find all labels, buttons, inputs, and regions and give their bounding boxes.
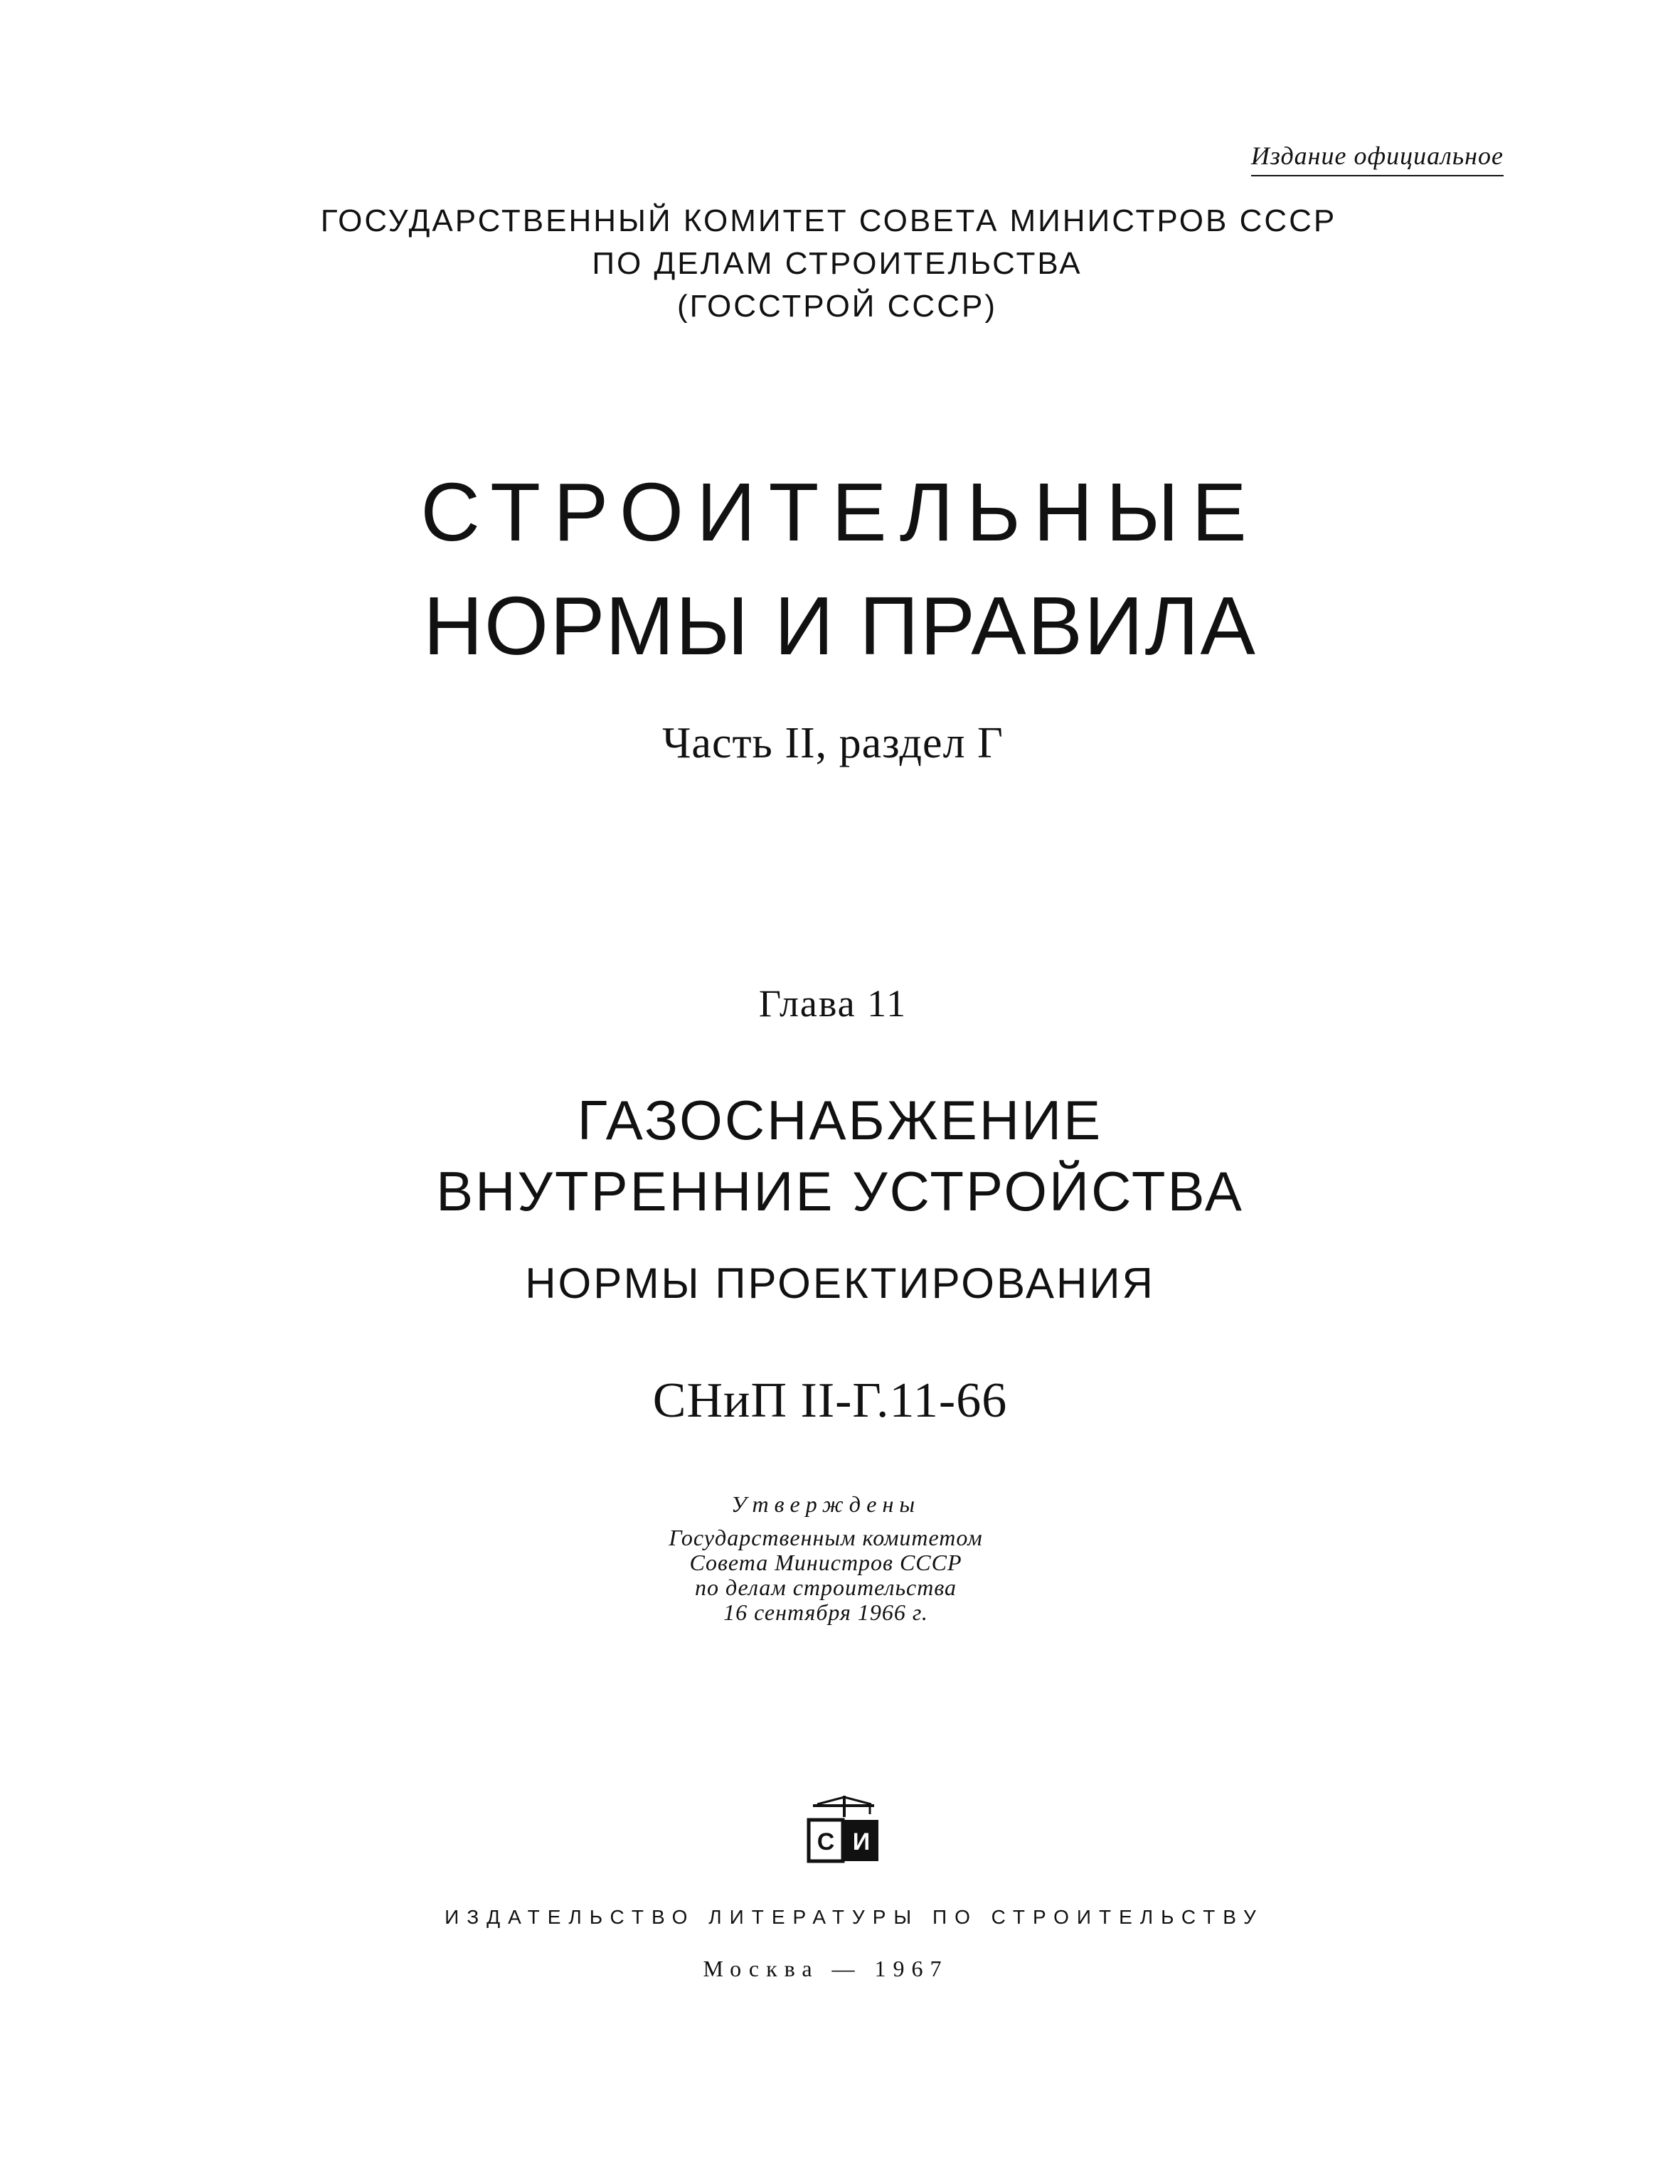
document-title-line-1: СТРОИТЕЛЬНЫЕ [420,466,1260,558]
logo-letter-right: И [852,1828,871,1855]
approval-line-3: по делам строительства [694,1575,957,1600]
committee-line-1: ГОСУДАРСТВЕННЫЙ КОМИТЕТ СОВЕТА МИНИСТРОВ СССР [320,203,1337,238]
publication-city-year: Москва — 1967 [703,1956,949,1981]
committee-line-2: ПО ДЕЛАМ СТРОИТЕЛЬСТВА [592,246,1083,281]
subject-line-2: ВНУТРЕННИЕ УСТРОЙСТВА [436,1160,1244,1222]
official-edition-label: Издание официальное [1251,141,1504,176]
subject-line-3: НОРМЫ ПРОЕКТИРОВАНИЯ [525,1259,1155,1307]
committee-line-3: (ГОССТРОЙ СССР) [677,289,997,324]
document-code: СНиП II-Г.11-66 [652,1373,1008,1428]
part-section: Часть II, раздел Г [662,719,1004,767]
subject-line-1: ГАЗОСНАБЖЕНИЕ [577,1089,1103,1151]
approval-line-2: Совета Министров СССР [689,1550,962,1575]
logo-letter-left: С [817,1828,835,1855]
chapter-number: Глава 11 [758,982,908,1025]
publisher-name: ИЗДАТЕЛЬСТВО ЛИТЕРАТУРЫ ПО СТРОИТЕЛЬСТВУ [445,1906,1264,1928]
approval-line-1: Государственным комитетом [669,1525,983,1550]
publisher-logo-icon [800,1789,886,1867]
document-title-line-2: НОРМЫ И ПРАВИЛА [423,580,1257,672]
approval-line-4: 16 сентября 1966 г. [723,1599,928,1625]
approval-heading: Утверждены [730,1491,921,1517]
